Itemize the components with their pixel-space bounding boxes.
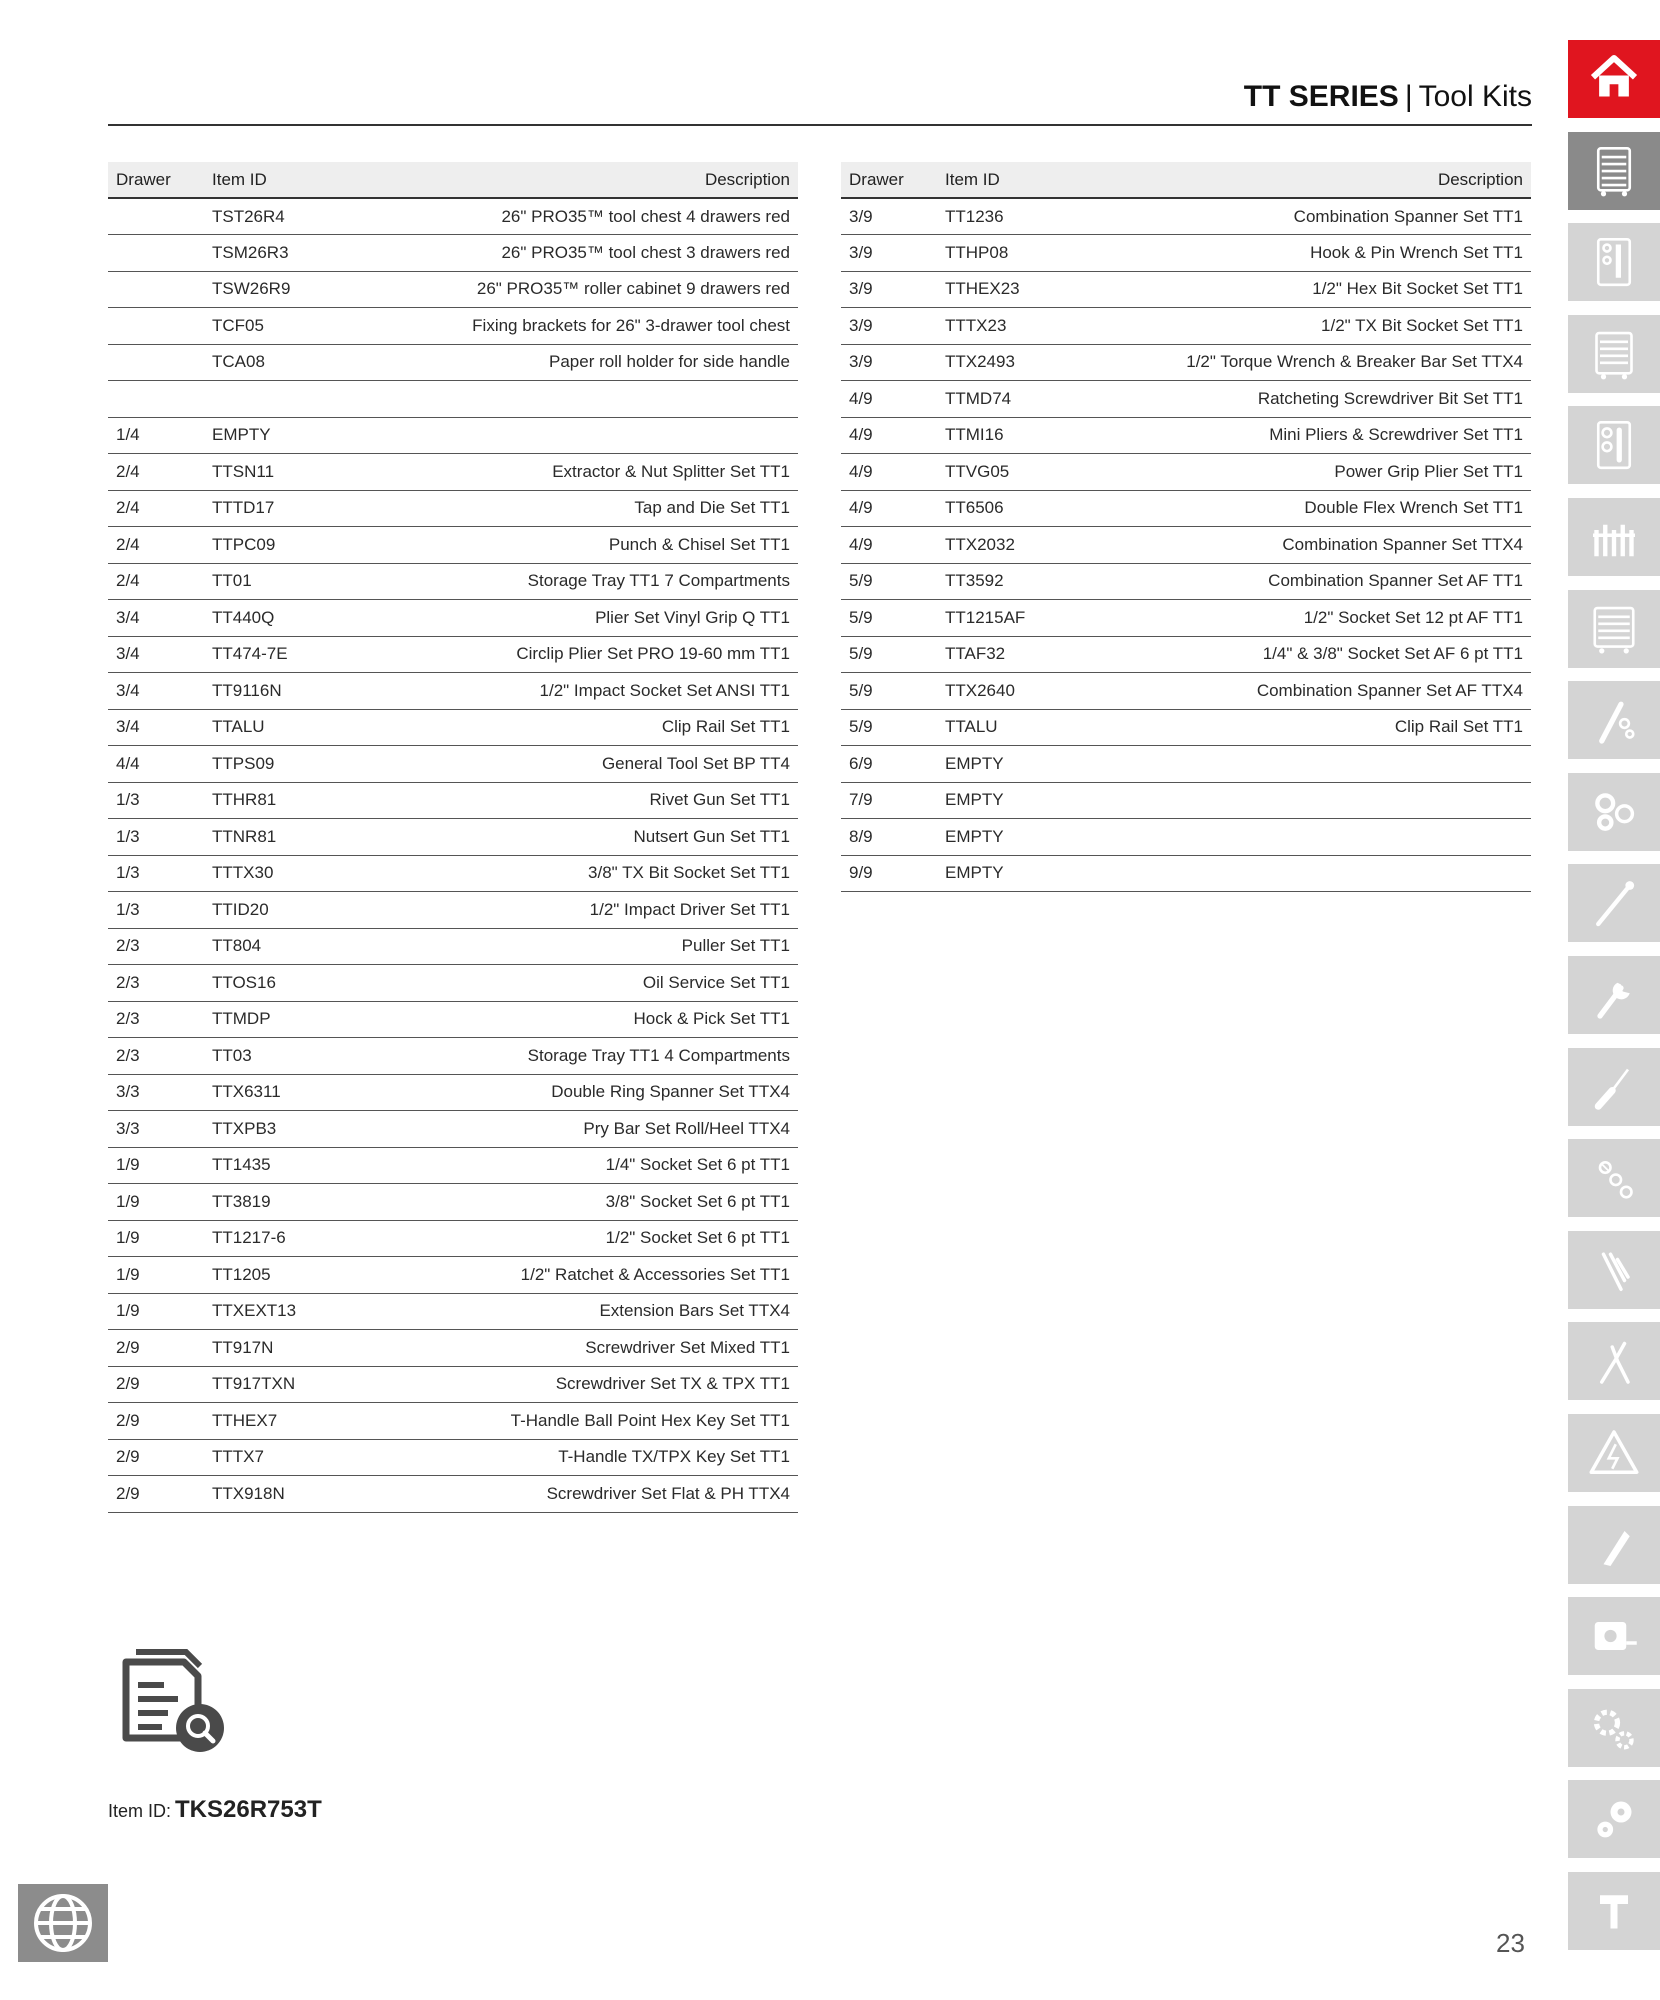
- table-row: [108, 308, 798, 345]
- drawer-cell: 2/9: [108, 1476, 204, 1513]
- description-cell: Storage Tray TT1 7 Compartments: [434, 563, 798, 600]
- kit-item-id: [108, 1796, 322, 1824]
- description-cell: 1/2" Impact Driver Set TT1: [434, 892, 798, 929]
- screwdriver-icon: [1586, 1059, 1642, 1115]
- drawer-cell: 5/9: [841, 709, 937, 746]
- globe-icon: [31, 1891, 95, 1955]
- table-row: [108, 709, 798, 746]
- table-row: [108, 673, 798, 710]
- table-row: [841, 600, 1531, 637]
- description-cell: T-Handle TX/TPX Key Set TT1: [434, 1439, 798, 1476]
- description-cell: Combination Spanner Set TTX4: [1167, 527, 1531, 564]
- description-cell: Clip Rail Set TT1: [434, 709, 798, 746]
- description-cell: Extension Bars Set TTX4: [434, 1293, 798, 1330]
- measuring-tape-icon: [1586, 1608, 1642, 1664]
- drawer-cell: 2/9: [108, 1330, 204, 1367]
- drawer-cell: 4/9: [841, 454, 937, 491]
- drawer-cell: 4/9: [841, 527, 937, 564]
- description-cell: 3/8" Socket Set 6 pt TT1: [434, 1184, 798, 1221]
- drawer-cell: 3/4: [108, 673, 204, 710]
- drawer-cell: 2/4: [108, 454, 204, 491]
- item-id-cell: TTTX30: [204, 855, 434, 892]
- multitool-icon: [1586, 1242, 1642, 1298]
- sidebar-tab-pliers[interactable]: [1568, 1322, 1660, 1400]
- description-cell: [1167, 782, 1531, 819]
- table-row: [108, 928, 798, 965]
- item-id-cell: TTX2032: [937, 527, 1167, 564]
- drawer-cell: 1/3: [108, 892, 204, 929]
- drawer-cell: [108, 235, 204, 272]
- item-id-cell: EMPTY: [937, 819, 1167, 856]
- item-id-value: TKS26R753T: [175, 1796, 322, 1823]
- sidebar-tab-spanner[interactable]: [1568, 956, 1660, 1034]
- drawer-cell: 7/9: [841, 782, 937, 819]
- description-cell: 1/2" Ratchet & Accessories Set TT1: [434, 1257, 798, 1294]
- item-id-cell: TTSN11: [204, 454, 434, 491]
- item-id-cell: TT3592: [937, 563, 1167, 600]
- drawer-cell: 5/9: [841, 636, 937, 673]
- table-row: [108, 1439, 798, 1476]
- table-row: [841, 490, 1531, 527]
- item-id-label: Item ID:: [108, 1801, 172, 1821]
- item-id-cell: TTNR81: [204, 819, 434, 856]
- table-row: [841, 855, 1531, 892]
- description-cell: Combination Spanner Set AF TT1: [1167, 563, 1531, 600]
- table-row: [108, 965, 798, 1002]
- workshop-equipment-icon: [1586, 1791, 1642, 1847]
- table-row: [108, 381, 798, 418]
- item-id-cell: TTX2640: [937, 673, 1167, 710]
- sidebar-tab-torque-wrench[interactable]: [1568, 864, 1660, 942]
- description-cell: 1/2" Socket Set 12 pt AF TT1: [1167, 600, 1531, 637]
- description-cell: Combination Spanner Set TT1: [1167, 198, 1531, 235]
- description-cell: [1167, 855, 1531, 892]
- drawer-cell: 9/9: [841, 855, 937, 892]
- table-header-row: [108, 162, 798, 198]
- table-row: [108, 1476, 798, 1513]
- home-icon: [1586, 51, 1642, 107]
- tool-cabinet-icon: [1586, 143, 1642, 199]
- item-id-cell: TTXEXT13: [204, 1293, 434, 1330]
- bits-icon: [1586, 1150, 1642, 1206]
- description-cell: 1/2" Impact Socket Set ANSI TT1: [434, 673, 798, 710]
- sidebar-tab-electrical-hazard[interactable]: [1568, 1414, 1660, 1492]
- drawer-cell: [108, 344, 204, 381]
- item-id-cell: TT917N: [204, 1330, 434, 1367]
- globe-button[interactable]: [18, 1884, 108, 1962]
- item-id-cell: TTMDP: [204, 1001, 434, 1038]
- column-header-description: Description: [1167, 162, 1531, 198]
- drawer-cell: 4/9: [841, 490, 937, 527]
- item-id-cell: [204, 381, 434, 418]
- item-id-cell: TSM26R3: [204, 235, 434, 272]
- table-row: [108, 855, 798, 892]
- item-id-cell: EMPTY: [937, 855, 1167, 892]
- table-row: [108, 1293, 798, 1330]
- item-id-cell: TTX918N: [204, 1476, 434, 1513]
- description-cell: General Tool Set BP TT4: [434, 746, 798, 783]
- item-id-cell: TT804: [204, 928, 434, 965]
- description-cell: Double Flex Wrench Set TT1: [1167, 490, 1531, 527]
- drawer-cell: 5/9: [841, 563, 937, 600]
- page-number: 23: [1496, 1928, 1525, 1958]
- item-id-cell: TTHR81: [204, 782, 434, 819]
- drawer-cell: 1/4: [108, 417, 204, 454]
- drawer-cell: 3/4: [108, 600, 204, 637]
- description-cell: [434, 381, 798, 418]
- grease-gun-icon: [1586, 1883, 1642, 1939]
- description-cell: Pry Bar Set Roll/Heel TTX4: [434, 1111, 798, 1148]
- drawer-cell: 2/9: [108, 1439, 204, 1476]
- drawer-cell: 1/9: [108, 1147, 204, 1184]
- column-header-item-id: Item ID: [204, 162, 434, 198]
- item-id-cell: TTHP08: [937, 235, 1167, 272]
- description-cell: Hock & Pick Set TT1: [434, 1001, 798, 1038]
- drawer-cell: 3/9: [841, 235, 937, 272]
- tool-tray-icon: [1586, 234, 1642, 290]
- title-separator: |: [1404, 80, 1413, 113]
- series-name: TT SERIES: [1243, 80, 1399, 113]
- drawer-cell: 2/4: [108, 490, 204, 527]
- sidebar-tab-cutting-tool[interactable]: [1568, 1506, 1660, 1584]
- drawer-cell: 2/9: [108, 1366, 204, 1403]
- description-cell: 1/2" TX Bit Socket Set TT1: [1167, 308, 1531, 345]
- item-id-cell: TT1215AF: [937, 600, 1167, 637]
- table-row: [108, 782, 798, 819]
- drawer-cell: 2/3: [108, 965, 204, 1002]
- column-header-description: Description: [434, 162, 798, 198]
- description-cell: Nutsert Gun Set TT1: [434, 819, 798, 856]
- item-id-cell: TTALU: [204, 709, 434, 746]
- item-id-cell: TT1236: [937, 198, 1167, 235]
- table-row: [841, 673, 1531, 710]
- page-title: [1244, 80, 1532, 114]
- description-cell: 1/2" Torque Wrench & Breaker Bar Set TTX4: [1167, 344, 1531, 381]
- item-id-cell: TT474-7E: [204, 636, 434, 673]
- description-cell: Hook & Pin Wrench Set TT1: [1167, 235, 1531, 272]
- description-cell: Oil Service Set TT1: [434, 965, 798, 1002]
- column-header-drawer: Drawer: [108, 162, 204, 198]
- table-row: [841, 819, 1531, 856]
- table-row: [841, 381, 1531, 418]
- item-id-cell: EMPTY: [937, 782, 1167, 819]
- description-cell: Circlip Plier Set PRO 19-60 mm TT1: [434, 636, 798, 673]
- description-cell: Double Ring Spanner Set TTX4: [434, 1074, 798, 1111]
- item-id-cell: TCA08: [204, 344, 434, 381]
- drawer-cell: 2/3: [108, 1038, 204, 1075]
- wrench-socket-icon: [1586, 692, 1642, 748]
- electrical-hazard-icon: [1586, 1425, 1642, 1481]
- table-row: [108, 819, 798, 856]
- tool-set-icon: [1586, 509, 1642, 565]
- description-cell: Screwdriver Set Flat & PH TTX4: [434, 1476, 798, 1513]
- table-row: [108, 1001, 798, 1038]
- drawer-cell: 1/9: [108, 1220, 204, 1257]
- item-id-cell: TT1435: [204, 1147, 434, 1184]
- sidebar-tab-tool-cabinet[interactable]: [1568, 132, 1660, 210]
- table-row: [841, 527, 1531, 564]
- description-cell: 1/4" Socket Set 6 pt TT1: [434, 1147, 798, 1184]
- description-cell: 1/4" & 3/8" Socket Set AF 6 pt TT1: [1167, 636, 1531, 673]
- table-row: [841, 636, 1531, 673]
- drawer-cell: 2/4: [108, 527, 204, 564]
- table-row: [108, 454, 798, 491]
- description-cell: Storage Tray TT1 4 Compartments: [434, 1038, 798, 1075]
- item-id-cell: TT9116N: [204, 673, 434, 710]
- description-cell: Power Grip Plier Set TT1: [1167, 454, 1531, 491]
- spanner-icon: [1586, 967, 1642, 1023]
- description-cell: Tap and Die Set TT1: [434, 490, 798, 527]
- item-id-cell: TT1217-6: [204, 1220, 434, 1257]
- table-row: [841, 308, 1531, 345]
- description-cell: 26" PRO35™ roller cabinet 9 drawers red: [434, 271, 798, 308]
- item-id-cell: TTTX7: [204, 1439, 434, 1476]
- drawer-cell: 2/9: [108, 1403, 204, 1440]
- table-row: [841, 198, 1531, 235]
- table-row: [108, 235, 798, 272]
- item-id-cell: TTMD74: [937, 381, 1167, 418]
- drawer-cell: 3/3: [108, 1074, 204, 1111]
- drawer-cell: 1/3: [108, 782, 204, 819]
- drawer-cell: 1/3: [108, 819, 204, 856]
- drawer-cell: 6/9: [841, 746, 937, 783]
- gears-icon: [1586, 1700, 1642, 1756]
- category-sidebar: [1568, 40, 1660, 1964]
- item-id-cell: TT440Q: [204, 600, 434, 637]
- sidebar-tab-tool-tray[interactable]: [1568, 223, 1660, 301]
- table-row: [841, 271, 1531, 308]
- description-cell: [1167, 746, 1531, 783]
- table-row: [841, 746, 1531, 783]
- description-cell: Rivet Gun Set TT1: [434, 782, 798, 819]
- roller-cabinet-icon: [1586, 326, 1642, 382]
- table-row: [108, 1366, 798, 1403]
- table-row: [108, 198, 798, 235]
- item-id-cell: TTTD17: [204, 490, 434, 527]
- drawer-cell: 3/9: [841, 308, 937, 345]
- description-cell: 3/8" TX Bit Socket Set TT1: [434, 855, 798, 892]
- table-row: [108, 1038, 798, 1075]
- drawer-cell: 3/4: [108, 709, 204, 746]
- table-row: [108, 563, 798, 600]
- cutting-tool-icon: [1586, 1517, 1642, 1573]
- drawer-cell: [108, 308, 204, 345]
- sidebar-tab-grease-gun[interactable]: [1568, 1872, 1660, 1950]
- table-row: [108, 1111, 798, 1148]
- drawer-cell: 1/3: [108, 855, 204, 892]
- item-id-cell: EMPTY: [204, 417, 434, 454]
- item-id-cell: TST26R4: [204, 198, 434, 235]
- drawer-cell: [108, 198, 204, 235]
- drawer-cell: 1/9: [108, 1257, 204, 1294]
- drawer-cell: 3/3: [108, 1111, 204, 1148]
- drawer-cell: 2/3: [108, 1001, 204, 1038]
- kit-contents-table-left: [108, 162, 798, 1513]
- sidebar-tab-roller-cabinet[interactable]: [1568, 315, 1660, 393]
- item-id-cell: TT3819: [204, 1184, 434, 1221]
- table-row: [108, 1330, 798, 1367]
- table-row: [108, 490, 798, 527]
- item-id-cell: TTVG05: [937, 454, 1167, 491]
- item-id-cell: TTPC09: [204, 527, 434, 564]
- drawer-cell: 5/9: [841, 673, 937, 710]
- sidebar-tab-foam-tray[interactable]: [1568, 406, 1660, 484]
- sidebar-tab-multitool[interactable]: [1568, 1231, 1660, 1309]
- torque-wrench-icon: [1586, 875, 1642, 931]
- table-row: [108, 1184, 798, 1221]
- item-id-cell: TSW26R9: [204, 271, 434, 308]
- item-id-cell: TTX2493: [937, 344, 1167, 381]
- column-header-drawer: Drawer: [841, 162, 937, 198]
- table-row: [841, 344, 1531, 381]
- drawer-cell: 3/9: [841, 344, 937, 381]
- table-row: [108, 1147, 798, 1184]
- item-id-cell: TTOS16: [204, 965, 434, 1002]
- sidebar-tab-sockets[interactable]: [1568, 773, 1660, 851]
- description-cell: T-Handle Ball Point Hex Key Set TT1: [434, 1403, 798, 1440]
- title-subtitle: Tool Kits: [1418, 80, 1532, 113]
- description-cell: Combination Spanner Set AF TTX4: [1167, 673, 1531, 710]
- description-cell: 26" PRO35™ tool chest 3 drawers red: [434, 235, 798, 272]
- column-header-item-id: Item ID: [937, 162, 1167, 198]
- document-search-icon[interactable]: [118, 1648, 230, 1758]
- description-cell: Paper roll holder for side handle: [434, 344, 798, 381]
- sidebar-tab-wrench-socket[interactable]: [1568, 681, 1660, 759]
- page-header: [108, 74, 1532, 126]
- drawer-cell: 4/9: [841, 381, 937, 418]
- item-id-cell: TTHEX23: [937, 271, 1167, 308]
- drawer-cell: 1/9: [108, 1184, 204, 1221]
- description-cell: Puller Set TT1: [434, 928, 798, 965]
- drawer-cell: 2/3: [108, 928, 204, 965]
- table-row: [841, 454, 1531, 491]
- table-header-row: [841, 162, 1531, 198]
- item-id-cell: EMPTY: [937, 746, 1167, 783]
- drawer-cell: 4/9: [841, 417, 937, 454]
- drawer-cell: 3/9: [841, 198, 937, 235]
- item-id-cell: TTAF32: [937, 636, 1167, 673]
- item-id-cell: TCF05: [204, 308, 434, 345]
- sockets-icon: [1586, 784, 1642, 840]
- drawer-cell: 5/9: [841, 600, 937, 637]
- drawer-cell: 4/4: [108, 746, 204, 783]
- pliers-icon: [1586, 1333, 1642, 1389]
- table-row: [841, 235, 1531, 272]
- description-cell: Plier Set Vinyl Grip Q TT1: [434, 600, 798, 637]
- item-id-cell: TTID20: [204, 892, 434, 929]
- item-id-cell: TTX6311: [204, 1074, 434, 1111]
- sidebar-tab-bits[interactable]: [1568, 1139, 1660, 1217]
- description-cell: Fixing brackets for 26" 3-drawer tool chest: [434, 308, 798, 345]
- foam-tray-icon: [1586, 417, 1642, 473]
- item-id-cell: TT6506: [937, 490, 1167, 527]
- description-cell: Ratcheting Screwdriver Bit Set TT1: [1167, 381, 1531, 418]
- table-row: [108, 1257, 798, 1294]
- table-row: [108, 344, 798, 381]
- table-row: [841, 563, 1531, 600]
- description-cell: 1/2" Socket Set 6 pt TT1: [434, 1220, 798, 1257]
- sidebar-tab-workbench[interactable]: [1568, 590, 1660, 668]
- sidebar-tab-gears[interactable]: [1568, 1689, 1660, 1767]
- table-row: [108, 746, 798, 783]
- table-row: [841, 782, 1531, 819]
- item-id-cell: TT03: [204, 1038, 434, 1075]
- sidebar-tab-screwdriver[interactable]: [1568, 1048, 1660, 1126]
- description-cell: Screwdriver Set Mixed TT1: [434, 1330, 798, 1367]
- drawer-cell: [108, 381, 204, 418]
- item-id-cell: TTMI16: [937, 417, 1167, 454]
- description-cell: [434, 417, 798, 454]
- table-row: [108, 271, 798, 308]
- drawer-cell: 2/4: [108, 563, 204, 600]
- description-cell: Punch & Chisel Set TT1: [434, 527, 798, 564]
- item-id-cell: TTTX23: [937, 308, 1167, 345]
- drawer-cell: 1/9: [108, 1293, 204, 1330]
- table-row: [108, 892, 798, 929]
- item-id-cell: TTHEX7: [204, 1403, 434, 1440]
- description-cell: Screwdriver Set TX & TPX TT1: [434, 1366, 798, 1403]
- table-row: [108, 1403, 798, 1440]
- table-row: [108, 636, 798, 673]
- item-id-cell: TT01: [204, 563, 434, 600]
- table-row: [841, 417, 1531, 454]
- kit-contents-table-right: [841, 162, 1531, 892]
- drawer-cell: 8/9: [841, 819, 937, 856]
- sidebar-tab-home[interactable]: [1568, 40, 1660, 118]
- description-cell: [1167, 819, 1531, 856]
- description-cell: 26" PRO35™ tool chest 4 drawers red: [434, 198, 798, 235]
- description-cell: 1/2" Hex Bit Socket Set TT1: [1167, 271, 1531, 308]
- item-id-cell: TT1205: [204, 1257, 434, 1294]
- table-row: [108, 527, 798, 564]
- drawer-cell: [108, 271, 204, 308]
- table-row: [841, 709, 1531, 746]
- description-cell: Clip Rail Set TT1: [1167, 709, 1531, 746]
- description-cell: Mini Pliers & Screwdriver Set TT1: [1167, 417, 1531, 454]
- drawer-cell: 3/4: [108, 636, 204, 673]
- sidebar-tab-measuring-tape[interactable]: [1568, 1597, 1660, 1675]
- drawer-cell: 3/9: [841, 271, 937, 308]
- item-id-cell: TTXPB3: [204, 1111, 434, 1148]
- sidebar-tab-tool-set[interactable]: [1568, 498, 1660, 576]
- item-id-cell: TTALU: [937, 709, 1167, 746]
- table-row: [108, 1074, 798, 1111]
- description-cell: Extractor & Nut Splitter Set TT1: [434, 454, 798, 491]
- table-row: [108, 417, 798, 454]
- table-row: [108, 600, 798, 637]
- item-id-cell: TTPS09: [204, 746, 434, 783]
- sidebar-tab-workshop-equipment[interactable]: [1568, 1780, 1660, 1858]
- item-id-cell: TT917TXN: [204, 1366, 434, 1403]
- table-row: [108, 1220, 798, 1257]
- workbench-icon: [1586, 601, 1642, 657]
